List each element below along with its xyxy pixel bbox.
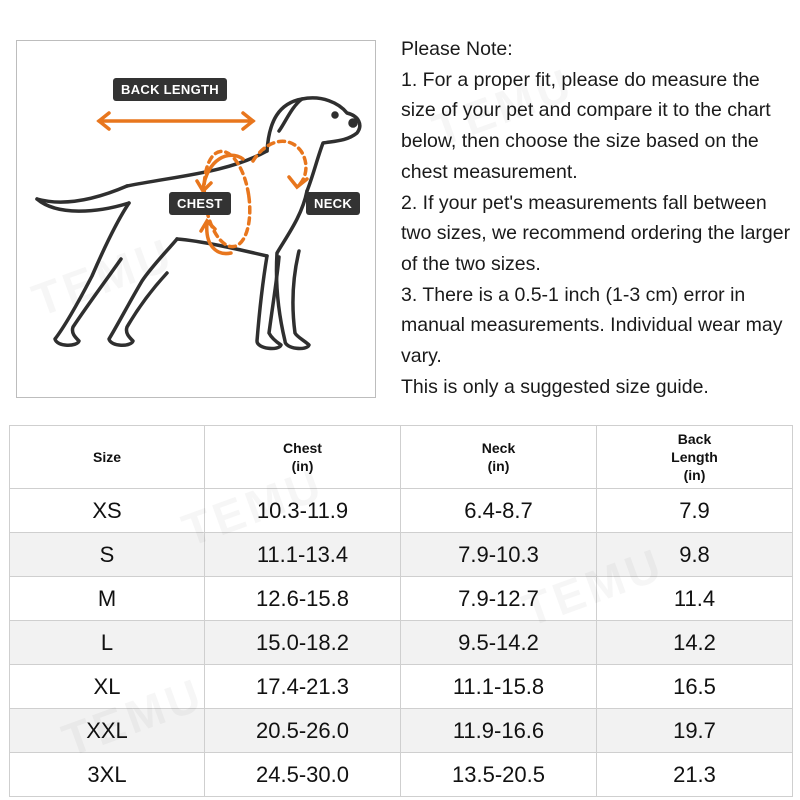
table-row: [10, 489, 793, 533]
neck-cell: 11.1-15.8: [401, 665, 597, 709]
back-length-label: BACK LENGTH: [113, 78, 227, 101]
table-row: [10, 533, 793, 577]
size-cell: S: [10, 533, 205, 577]
chest-cell: 12.6-15.8: [205, 577, 401, 621]
size-chart-table: [9, 425, 793, 797]
back-length-cell: 21.3: [597, 753, 793, 797]
header-neck: Neck (in): [401, 426, 597, 489]
table-row: [10, 665, 793, 709]
header-back-length: Back Length (in): [597, 426, 793, 489]
chest-label: CHEST: [169, 192, 231, 215]
back-length-cell: 11.4: [597, 577, 793, 621]
chest-cell: 24.5-30.0: [205, 753, 401, 797]
chest-cell: 17.4-21.3: [205, 665, 401, 709]
size-cell: M: [10, 577, 205, 621]
back-length-cell: 7.9: [597, 489, 793, 533]
size-notes: [401, 34, 796, 402]
size-cell: 3XL: [10, 753, 205, 797]
size-cell: L: [10, 621, 205, 665]
table-row: [10, 577, 793, 621]
neck-cell: 7.9-12.7: [401, 577, 597, 621]
dog-measurement-diagram: [16, 40, 376, 398]
header-size: Size: [10, 426, 205, 489]
size-cell: XL: [10, 665, 205, 709]
size-cell: XXL: [10, 709, 205, 753]
chest-cell: 15.0-18.2: [205, 621, 401, 665]
neck-cell: 6.4-8.7: [401, 489, 597, 533]
table-row: [10, 709, 793, 753]
header-chest: Chest (in): [205, 426, 401, 489]
table-header-row: [10, 426, 793, 489]
chest-cell: 10.3-11.9: [205, 489, 401, 533]
table-row: [10, 753, 793, 797]
size-cell: XS: [10, 489, 205, 533]
neck-cell: 9.5-14.2: [401, 621, 597, 665]
notes-footer: This is only a suggested size guide.: [401, 375, 709, 398]
back-length-cell: 9.8: [597, 533, 793, 577]
notes-title: Please Note:: [401, 38, 513, 60]
table-row: [10, 621, 793, 665]
chest-cell: 11.1-13.4: [205, 533, 401, 577]
neck-cell: 13.5-20.5: [401, 753, 597, 797]
neck-cell: 11.9-16.6: [401, 709, 597, 753]
note-item: 2. If your pet's measurements fall between two sizes, we recommend ordering the larger of the two sizes.: [401, 191, 791, 275]
back-length-cell: 14.2: [597, 621, 793, 665]
neck-label: NECK: [306, 192, 360, 215]
note-item: 3. There is a 0.5-1 inch (1-3 cm) error in manual measurements. Individual wear may vary.: [401, 283, 783, 368]
back-length-cell: 19.7: [597, 709, 793, 753]
note-item: 1. For a proper fit, please do measure the size of your pet and compare it to the chart below, then choose the size based on the chest measurement.: [401, 68, 771, 183]
back-length-cell: 16.5: [597, 665, 793, 709]
chest-cell: 20.5-26.0: [205, 709, 401, 753]
neck-cell: 7.9-10.3: [401, 533, 597, 577]
